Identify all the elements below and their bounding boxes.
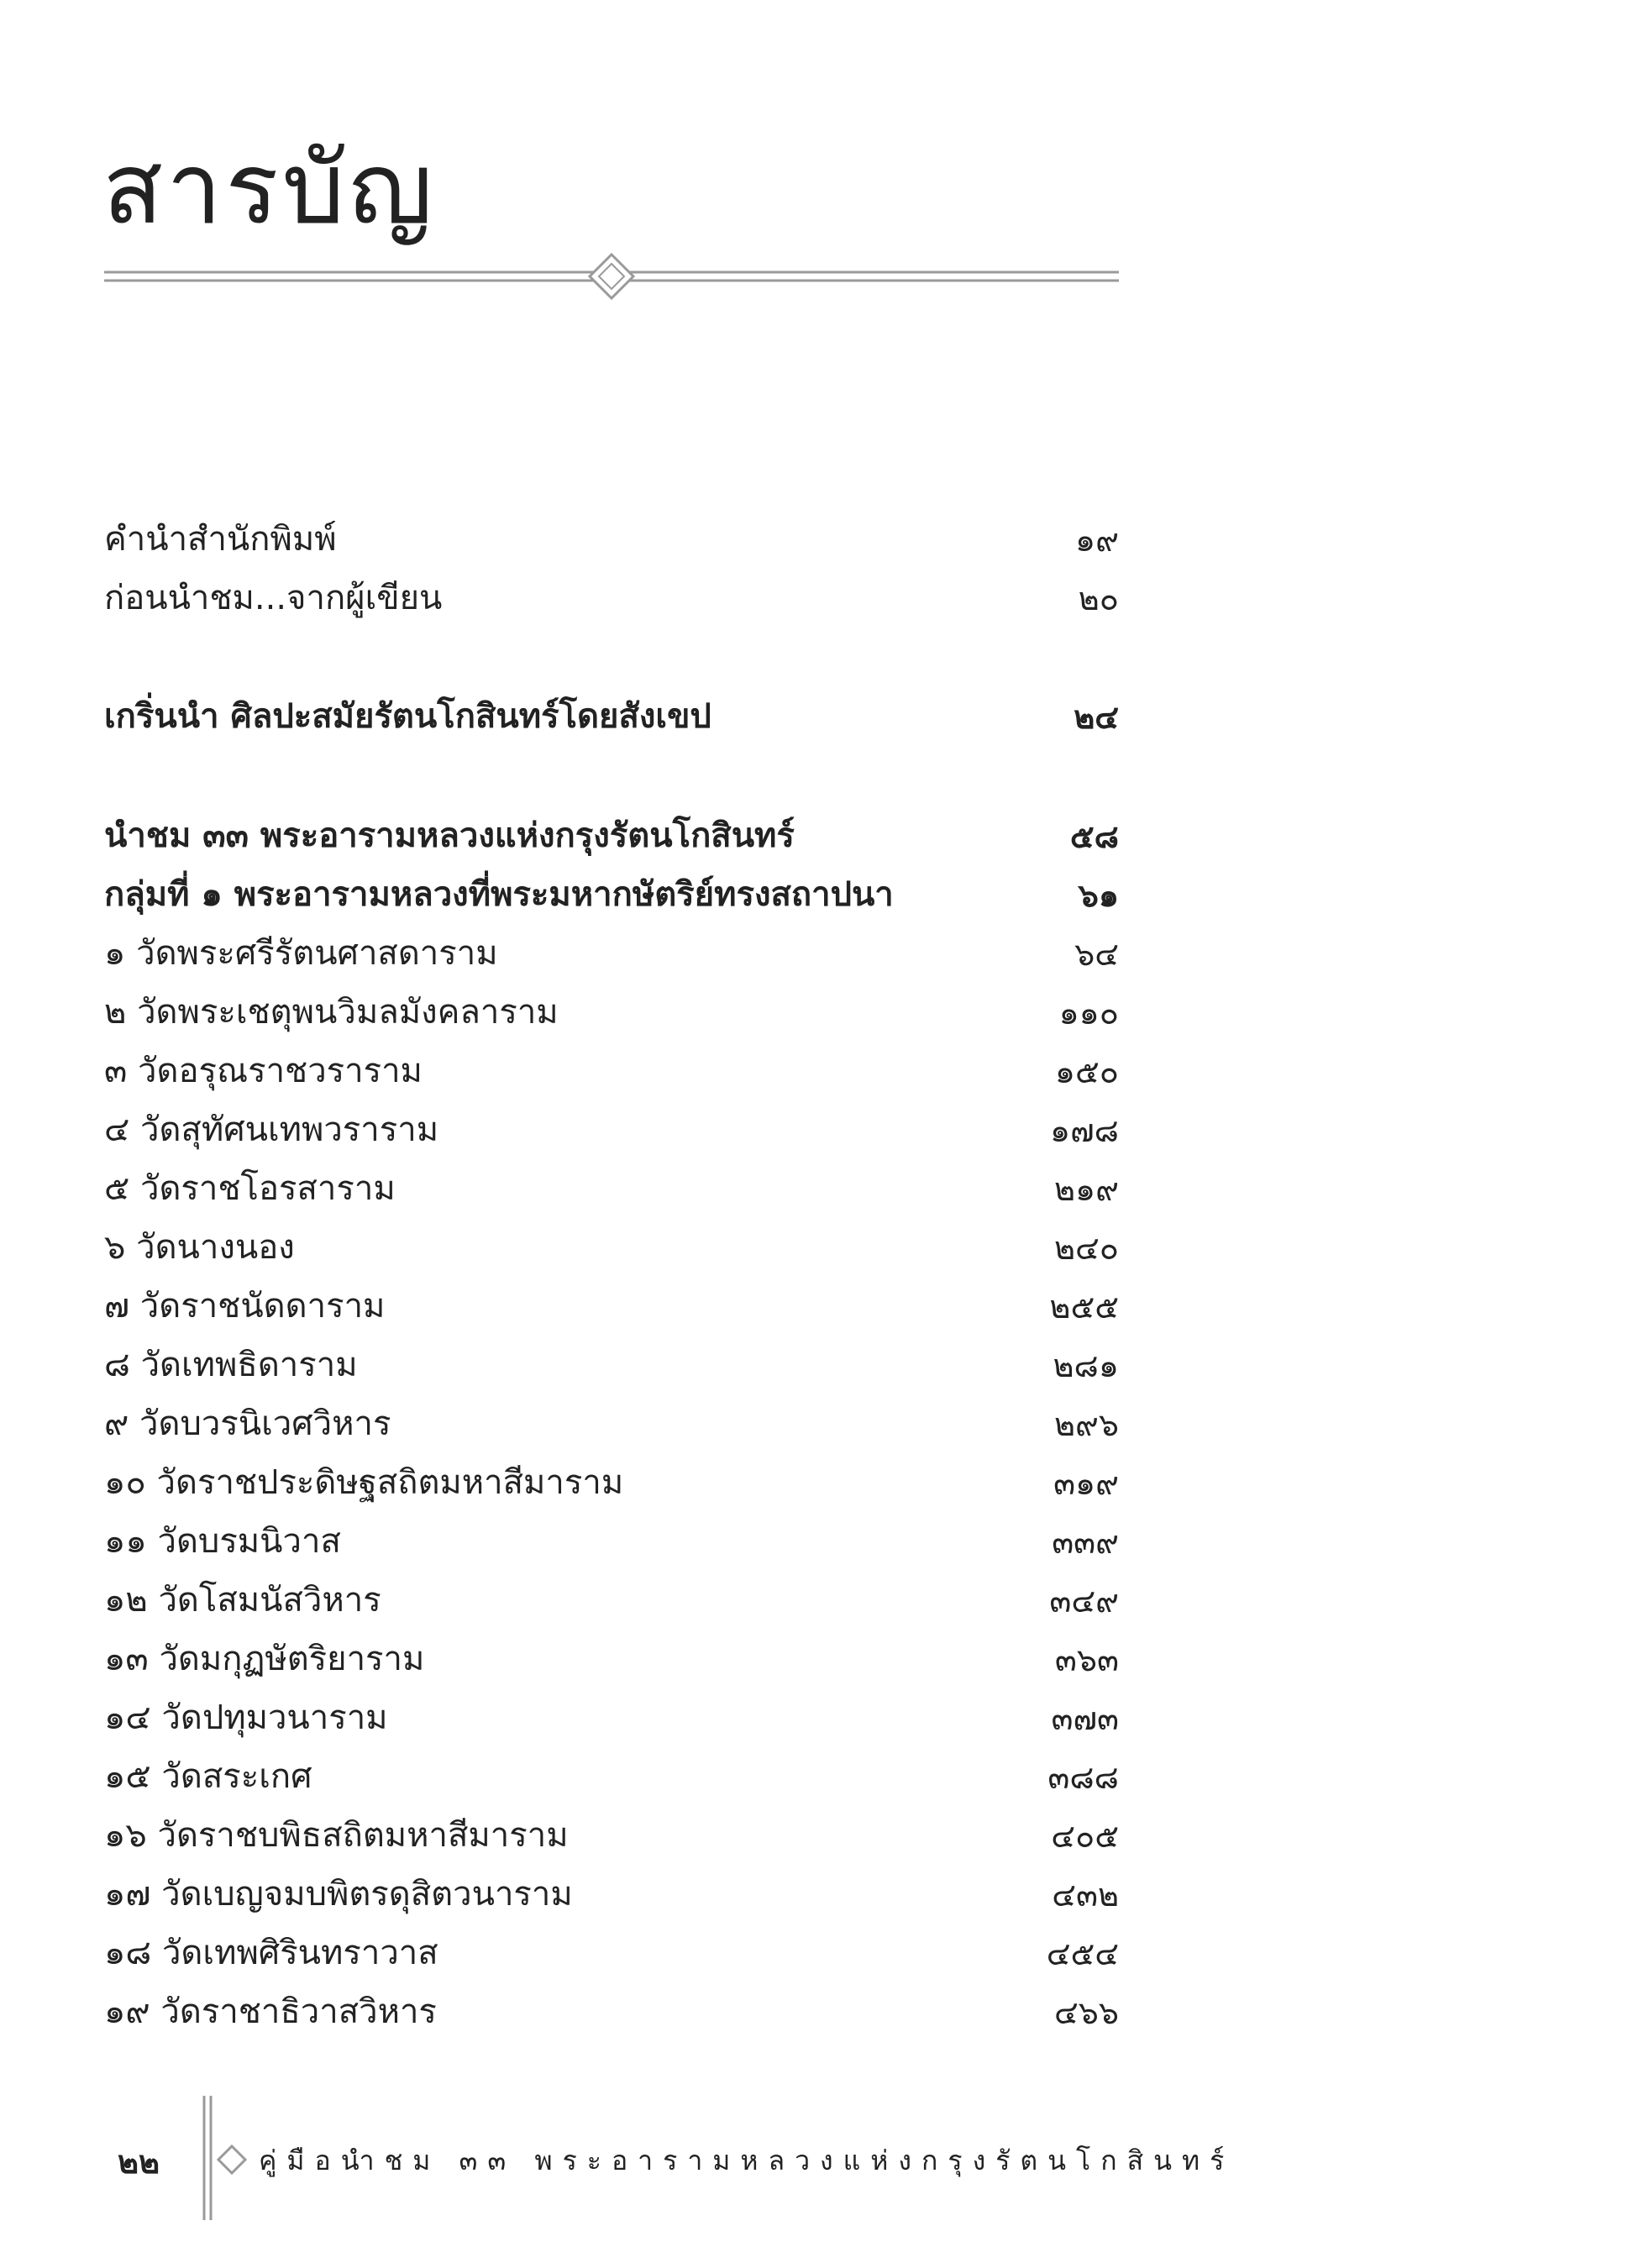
toc-entry[interactable] (104, 694, 1119, 753)
toc-entry[interactable] (104, 931, 1119, 990)
toc-entry[interactable] (104, 1519, 1119, 1578)
toc-entry-page: ๑๙ (1075, 522, 1119, 559)
toc-entry-title: ๙ วัดบวรนิเวศวิหาร (104, 1404, 391, 1443)
toc-entry-page: ๓๖๓ (1054, 1641, 1119, 1678)
toc-entry[interactable] (104, 1048, 1119, 1107)
toc-entry[interactable] (104, 1284, 1119, 1342)
toc-entry-page: ๕๘ (1069, 818, 1119, 855)
toc-entry-title: ๑๘ วัดเทพศิรินทราวาส (104, 1934, 438, 1972)
toc-entry[interactable] (104, 517, 1119, 575)
toc-entry-page: ๑๑๐ (1058, 995, 1119, 1032)
toc-entry-page: ๒๔ (1074, 699, 1119, 736)
toc-entry-title: ๑๐ วัดราชประดิษฐสถิตมหาสีมาราม (104, 1463, 624, 1502)
toc-entry[interactable] (104, 1401, 1119, 1460)
toc-entry[interactable] (104, 1166, 1119, 1225)
toc-entry-title: ๑๓ วัดมกุฏษัตริยาราม (104, 1640, 425, 1678)
footer-divider (202, 2096, 213, 2220)
toc-entry-page: ๔๐๕ (1051, 1818, 1119, 1855)
toc-entry-page: ๓๗๓ (1051, 1700, 1119, 1737)
toc-entry-page: ๖๑ (1078, 877, 1119, 914)
toc-entry-title: ๑๑ วัดบรมนิวาส (104, 1522, 341, 1561)
toc-entry[interactable] (104, 1636, 1119, 1695)
section-spacer (104, 753, 1119, 813)
toc-entry-title: ๑๔ วัดปทุมวนาราม (104, 1698, 388, 1737)
toc-entry-title: ๑๖ วัดราชบพิธสถิตมหาสีมาราม (104, 1816, 569, 1855)
toc-entry-page: ๔๓๒ (1052, 1877, 1119, 1914)
toc-entry-page: ๔๕๔ (1046, 1935, 1119, 1972)
toc-entry-page: ๑๕๐ (1054, 1053, 1119, 1090)
toc-entry-page: ๓๘๘ (1047, 1759, 1119, 1796)
toc-entry[interactable] (104, 1930, 1119, 1989)
toc-entry[interactable] (104, 990, 1119, 1048)
toc-entry[interactable] (104, 1989, 1119, 2048)
toc-entry-title: ๑๙ วัดราชาธิวาสวิหาร (104, 1992, 437, 2031)
toc-entry-title: ๑๗ วัดเบญจมบพิตรดุสิตวนาราม (104, 1875, 573, 1914)
title-divider (104, 252, 1119, 302)
toc-entry-page: ๒๐ (1078, 580, 1119, 617)
page-footer (118, 2096, 1235, 2222)
toc-entry-title: กลุ่มที่ ๑ พระอารามหลวงที่พระมหากษัตริย์ทรงสถาปนา (104, 875, 894, 914)
toc-entry[interactable] (104, 1578, 1119, 1636)
toc-entry[interactable] (104, 1107, 1119, 1166)
toc-entry-title: ๘ วัดเทพธิดาราม (104, 1346, 358, 1384)
toc-entry-title: ก่อนนำชม...จากผู้เขียน (104, 579, 443, 617)
toc-entry-page: ๑๗๘ (1049, 1112, 1119, 1149)
toc-entry-title: ๗ วัดราชนัดดาราม (104, 1287, 386, 1326)
toc-entry[interactable] (104, 1342, 1119, 1401)
footer-book-title: คู่มือนำชม ๓๓ พระอารามหลวงแห่งกรุงรัตนโกสินทร์ (259, 2145, 1235, 2176)
toc-entry-title: ๔ วัดสุทัศนเทพวราราม (104, 1110, 439, 1149)
toc-entry-page: ๔๖๖ (1053, 1994, 1119, 2031)
table-of-contents (104, 517, 1119, 2048)
toc-entry[interactable] (104, 1460, 1119, 1519)
footer-page-number: ๒๒ (118, 2144, 160, 2181)
toc-entry-page: ๓๓๙ (1052, 1524, 1119, 1561)
toc-entry-title: ๕ วัดราชโอรสาราม (104, 1169, 396, 1208)
toc-entry-title: เกริ่นนำ ศิลปะสมัยรัตนโกสินทร์โดยสังเขป (104, 697, 711, 736)
toc-entry[interactable] (104, 1813, 1119, 1872)
toc-entry-title: นำชม ๓๓ พระอารามหลวงแห่งกรุงรัตนโกสินทร์ (104, 816, 795, 855)
toc-entry-title: คำนำสำนักพิมพ์ (104, 520, 337, 559)
toc-entry-title: ๑๒ วัดโสมนัสวิหาร (104, 1581, 381, 1620)
footer-diamond-ornament (215, 2143, 249, 2176)
toc-entry[interactable] (104, 1872, 1119, 1930)
toc-entry[interactable] (104, 575, 1119, 634)
toc-entry-page: ๒๑๙ (1053, 1171, 1119, 1208)
toc-entry-page: ๒๕๕ (1049, 1289, 1119, 1326)
section-spacer (104, 634, 1119, 694)
toc-entry-title: ๓ วัดอรุณราชวราราม (104, 1052, 423, 1090)
toc-entry-page: ๒๙๖ (1053, 1406, 1119, 1443)
toc-entry-page: ๒๔๐ (1053, 1230, 1119, 1267)
page-title: สารบัญ (102, 130, 437, 246)
toc-entry[interactable] (104, 1695, 1119, 1754)
toc-entry[interactable] (104, 1754, 1119, 1813)
toc-entry-page: ๓๑๙ (1053, 1465, 1119, 1502)
toc-entry-title: ๑๕ วัดสระเกศ (104, 1757, 312, 1796)
toc-entry-title: ๑ วัดพระศรีรัตนศาสดาราม (104, 934, 498, 973)
toc-entry-page: ๖๔ (1074, 936, 1119, 973)
toc-entry-title: ๒ วัดพระเชตุพนวิมลมังคลาราม (104, 993, 559, 1032)
toc-entry-title: ๖ วัดนางนอง (104, 1228, 295, 1267)
toc-entry-page: ๒๘๑ (1053, 1347, 1119, 1384)
toc-entry[interactable] (104, 872, 1119, 931)
toc-entry-page: ๓๔๙ (1049, 1583, 1119, 1620)
toc-entry[interactable] (104, 813, 1119, 872)
toc-entry[interactable] (104, 1225, 1119, 1284)
